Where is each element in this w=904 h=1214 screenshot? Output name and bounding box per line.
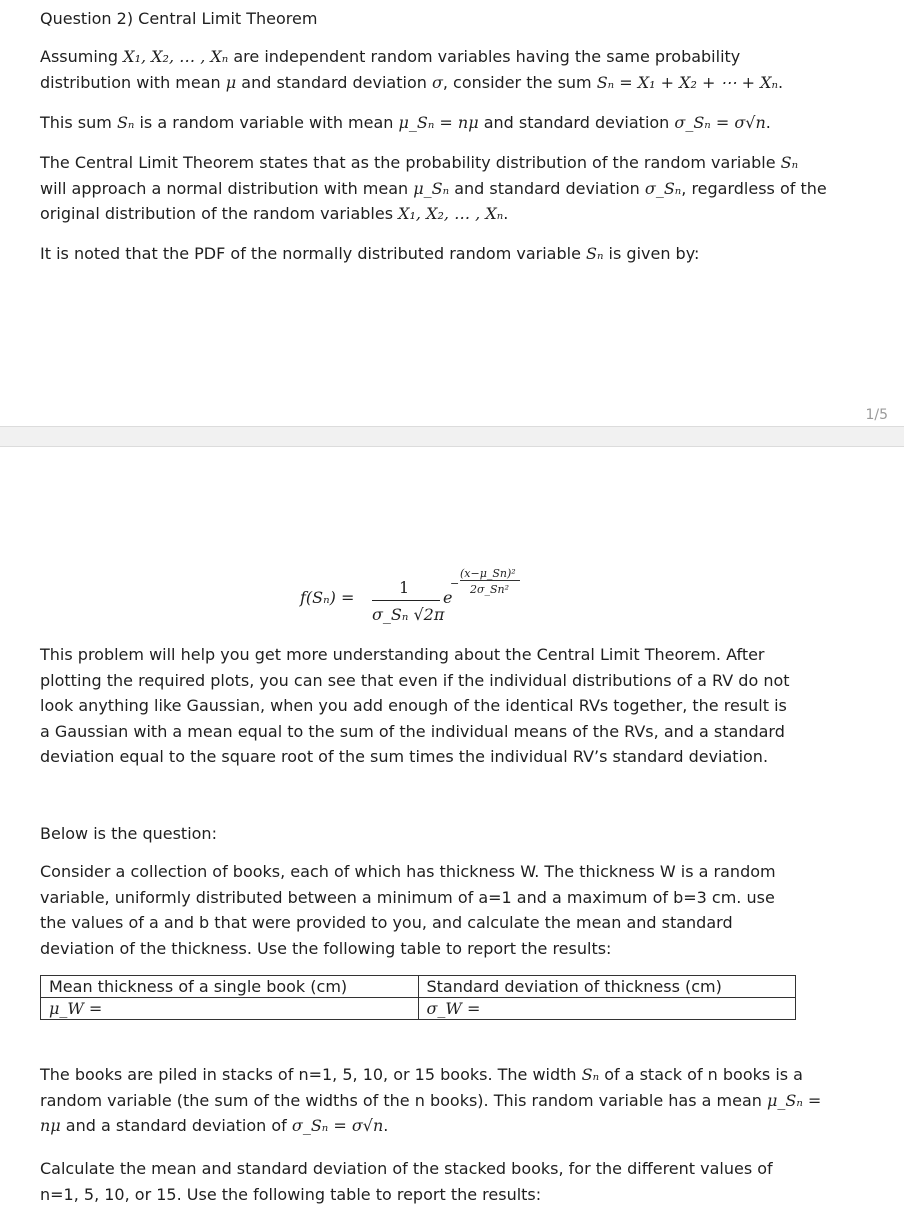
table-row (41, 976, 796, 998)
paragraph-books-question: Consider a collection of books, each of which has thickness W. The thickness W is a random variable, uniformly distributed between a minimum of a=1 and a maximum of b=3 cm. use the values of a and b that were provided to you, and calculate the mean and standard deviation of the thickness. Use the following table to report the results: (40, 862, 776, 958)
formula-denominator: σ_Sₙ √2π (372, 605, 445, 624)
formula-fraction-bar (372, 600, 440, 601)
table-row (41, 998, 796, 1020)
table-header-sd: Standard deviation of thickness (cm) (418, 976, 796, 998)
paragraph-clt-statement: The Central Limit Theorem states that as the probability distribution of the random variable Sₙ will approach a normal distribution with mean μ_Sₙ and standard deviation σ_Sₙ, regardless of the original distribution of the random variables X₁, X₂, … , Xₙ. (40, 153, 827, 224)
question-title: Question 2) Central Limit Theorem (40, 9, 318, 28)
paragraph-assumption: Assuming X₁, X₂, … , Xₙ are independent random variables having the same probability distribution with mean μ and standard deviation σ, consider the sum Sₙ = X₁ + X₂ + ⋯ + Xₙ. (40, 47, 784, 92)
formula-numerator: 1 (399, 578, 410, 597)
document-page-1 (0, 0, 904, 426)
formula-lhs: f(Sₙ) = (300, 588, 355, 607)
paragraph-stacks: The books are piled in stacks of n=1, 5, 10, or 15 books. The width Sₙ of a stack of n books is a random variable (the sum of the widths of the n books). This random variable has a mean μ_Sₙ = nμ and a standard deviation of σ_Sₙ = σ√n. (40, 1065, 822, 1136)
paragraph-pdf-intro: It is noted that the PDF of the normally distributed random variable Sₙ is given by: (40, 244, 700, 263)
paragraph-below: Below is the question: (40, 824, 217, 843)
page-separator (0, 426, 904, 447)
table-cell-sd[interactable]: σ_W = (418, 998, 796, 1020)
exponent-numerator: (x−μ_Sn)² (460, 567, 516, 580)
exponent-denominator: 2σ_Sn² (470, 583, 510, 596)
document-page-2 (0, 447, 904, 1214)
table-cell-mean[interactable]: μ_W = (41, 998, 419, 1020)
paragraph-sum-properties: This sum Sₙ is a random variable with mean μ_Sₙ = nμ and standard deviation σ_Sₙ = σ√n. (40, 113, 771, 132)
formula-e: e (443, 588, 453, 607)
normal-pdf-formula (300, 563, 560, 633)
paragraph-explanation: This problem will help you get more understanding about the Central Limit Theorem. After plotting the required plots, you can see that even if the individual distributions of a RV do not look anything like Gaussian, when you add enough of the identical RVs together, the result is a Gaussian with a mean equal to the sum of the individual means of the RVs, and a standard deviation equal to the square root of the sum times the individual RV’s standard deviation. (40, 645, 790, 767)
exponent-minus: − (450, 577, 460, 590)
single-book-results-table (40, 975, 796, 1020)
table-header-mean: Mean thickness of a single book (cm) (41, 976, 419, 998)
paragraph-calculate: Calculate the mean and standard deviation of the stacked books, for the different values of n=1, 5, 10, or 15. Use the following table to report the results: (40, 1159, 773, 1204)
page-number: 1/5 (865, 407, 888, 423)
